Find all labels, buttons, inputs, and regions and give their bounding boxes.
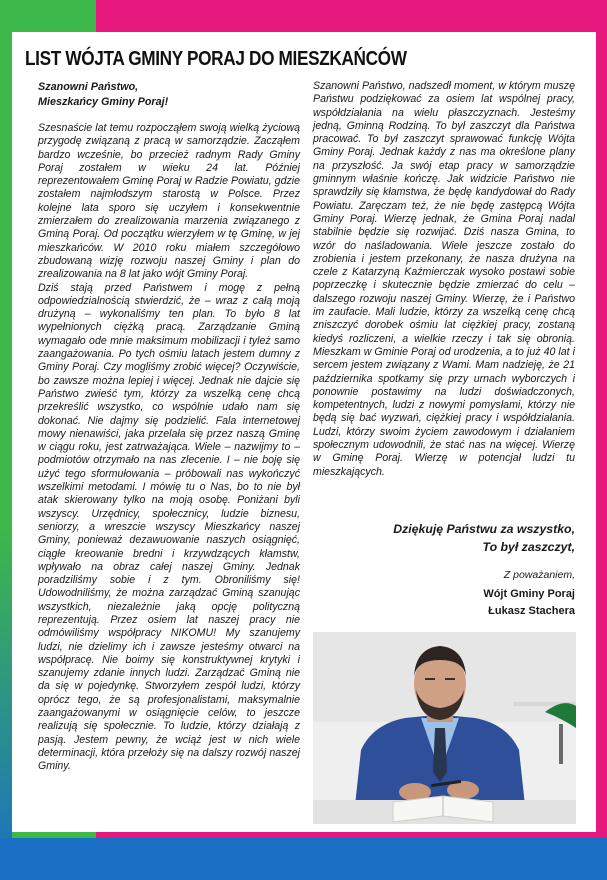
- mayor-photo: [313, 632, 576, 824]
- right-column: [313, 80, 575, 479]
- signature-name: Łukasz Stachera: [488, 605, 575, 617]
- thanks-line-2: To był zaszczyt,: [482, 540, 575, 554]
- signature-role: Wójt Gminy Poraj: [483, 588, 575, 600]
- greeting-line-2: Mieszkańcy Gminy Poraj!: [38, 96, 169, 108]
- signature-block: [380, 568, 575, 620]
- greeting: [38, 80, 300, 110]
- left-paragraph: Szesnaście lat temu rozpocząłem swoją wielką życiową przygodę związaną z pracą w samorządzie. Zacząłem bardzo wcześnie, bo przecież radnym Rady Gminy Poraj zostałem w wieku 24 lat. Później reprezentowałem Gminę Poraj w Radzie Powiatu, gdzie zostałem najmłodszym starostą w Polsce. Przez kolejne lata sporo się uczyłem i konsekwentnie zmierzałem do zrealizowania marzenia związanego z Gminą Poraj. Od początku wierzyłem w tę Gminę, w jej mieszkańców. W 2010 roku miałem szczegółowo zbudowaną wizję rozwoju naszej Gminy i plan do zrealizowania na 8 lat jako wójt Gminy Poraj.: [38, 122, 300, 281]
- blue-stripe: [0, 838, 607, 880]
- portrait-illustration: [313, 632, 576, 824]
- thanks-line-1: Dziękuję Państwu za wszystko,: [393, 522, 575, 536]
- regards-text: Z poważaniem,: [503, 569, 575, 581]
- letter-title: LIST WÓJTA GMINY PORAJ DO MIESZKAŃCÓW: [25, 48, 407, 70]
- side-stripe: [0, 0, 12, 880]
- thanks-block: [330, 520, 575, 556]
- left-paragraph: Dziś stają przed Państwem i mogę z pełną odpowiedzialnością stwierdzić, że – wraz z całą moją drużyną – wykonaliśmy ten plan. To było 8 lat wypełnionych ciężką pracą. Zarządzanie Gminą wymagało ode mnie maksimum mobilizacji i tyleż samo zaangażowania. Po tych ośmiu latach jestem dumny z Gminy Poraj. Czy mogliśmy zrobić więcej? Oczywiście, bo zawsze można lepiej i więcej. Jednak nie dajcie się Państwo zwieść tym, którzy za wszelką cenę chcą przekreślić wszystko, co wspólnie udało nam się dokonać. Nie dajmy się podzielić. Fala internetowej mowy nienawiści, jaka przelała się przez naszą Gminę w ciągu roku, jest zatrważająca. Wiele – nazwijmy to – podmiotów otrzymało na nas zlecenie. I – nie boję się użyć tego sformułowania – próbowali nas wykończyć wszelkimi metodami. I mówię tu o Nas, bo to nie był atak skierowany tylko na moją osobę. Poniżani byli wszyscy. Urzędnicy, społecznicy, ludzie biznesu, seniorzy, a wreszcie wszyscy Mieszkańcy naszej Gminy, ponieważ dezawuowanie naszych osiągnięć, ciągłe kreowanie bredni i krzywdzących kłamstw, wpływało na obraz całej naszej Gminy. Jednak poradziliśmy sobie i z tym. Obroniliśmy się! Udowodniliśmy, że można zarządzać Gminą szanując wszystkich, niezależnie jaką opcję polityczną reprezentują. Przez osiem lat naszej pracy nie odmówiliśmy współpracy NIKOMU! My szanujemy ludzi, nie dzielimy ich i zawsze jesteśmy otwarci na współpracę. Nie boimy się konstruktywnej krytyki i szanujemy zdanie innych ludzi. Zarządzać Gminą nie da się w pojedynkę. Stworzyłem zespół ludzi, którzy oprócz tego, że są profesjonalistami, maksymalnie zaangażowanymi w osiągnięcie celów, to jeszcze realizują się społecznie. To ludzie, którzy działają z pasją. Jestem pewny, że wciąż jest w nich wiele determinacji, która przełoży się na dalszy rozwój naszej Gminy.: [38, 281, 300, 773]
- right-paragraph: Szanowni Państwo, nadszedł moment, w którym muszę Państwu podziękować za osiem lat wspólnej pracy, współdziałania na wielu płaszczyznach. Jesteśmy jedną, Gminną Rodziną. To był zaszczyt dla Państwa pracować. To był zaszczyt sprawować funkcję Wójta Gminy Poraj. Jednak każdy z nas ma określone plany na przyszłość. Ja swój etap pracy w samorządzie gminnym właśnie kończę. Jak widzicie Państwo nie sprawdziły się kłamstwa, że będę kandydował do Rady Powiatu. Zaręczam też, że nie będę zastępcą Wójta Gminy Poraj. Wierzę jednak, że Gmina Poraj nadal stabilnie będzie się rozwijać. Dziś nasza Gmina, to wzór do naśladowania. Wiele jeszcze zostało do zrobienia i jestem przekonany, że nasza drużyna na czele z Katarzyną Kaźmierczak wysoko postawi sobie poprzeczkę i skutecznie będzie zmierzać do celu – dalszego rozwoju naszej Gminy. Wierzę, że i Państwo im zaufacie. Mali ludzie, którzy za wszelką cenę chcą zniszczyć dorobek ośmiu lat ciężkiej pracy, zostaną kiedyś rozliczeni, a wielkie rzeczy i tak się obronią. Mieszkam w Gminie Poraj od urodzenia, a to już 40 lat i sercem jestem związany z Wami. Mam nadzieję, że 21 października spotkamy się przy urnach wyborczych i ponownie postawimy na ludzi doświadczonych, kompetentnych, ludzi z nowymi pomysłami, którzy nie będą się bać wyzwań, ciężkiej pracy i współdziałania. Ludzi, którzy swoim życiem zawodowym i działaniem społecznym udowodnili, że stać nas na więcej. Wierzę w Gminę Poraj. Wierzę w potencjał ludzi tu mieszkających.: [313, 80, 575, 478]
- left-column: [38, 80, 300, 774]
- greeting-line-1: Szanowni Państwo,: [38, 81, 139, 93]
